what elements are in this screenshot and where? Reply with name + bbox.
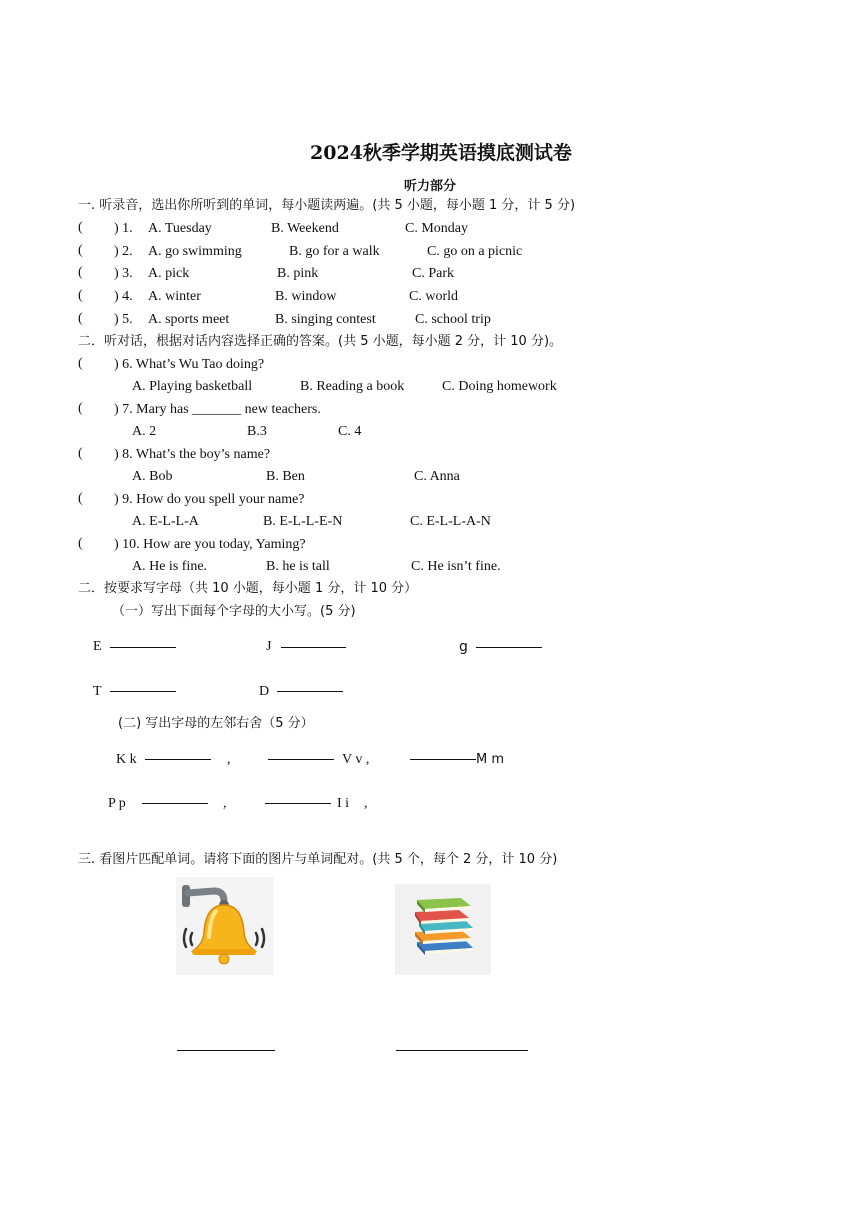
option-c: C. Monday <box>405 221 468 236</box>
option-c: C. Park <box>412 266 454 281</box>
letter-answer-line[interactable] <box>110 647 176 648</box>
option-c: C. 4 <box>338 424 362 439</box>
option-b: B. E-L-L-E-N <box>263 514 343 529</box>
letter-answer-line[interactable] <box>110 691 176 692</box>
question-text: ) 6. What’s Wu Tao doing? <box>114 357 265 372</box>
section3-part2-heading: (二) 写出字母的左邻右舍（5 分） <box>118 716 314 731</box>
question-text: ) 10. How are you today, Yaming? <box>114 537 306 552</box>
picture-answer-line[interactable] <box>177 1050 275 1051</box>
option-c: C. He isn’t fine. <box>411 559 501 574</box>
letter-D: D <box>259 684 270 699</box>
item-number: ) 5. <box>114 312 133 327</box>
option-b: B. window <box>275 289 337 304</box>
option-a: A. He is fine. <box>132 559 208 574</box>
option-a: A. Tuesday <box>148 221 212 236</box>
option-c: C. world <box>409 289 458 304</box>
item-number: ) 1. <box>114 221 133 236</box>
section3-part1-heading: （一）写出下面每个字母的大小写。(5 分) <box>112 604 356 619</box>
letter-g: g <box>459 639 468 655</box>
neighbor-answer-line[interactable] <box>142 803 208 804</box>
letter-E: E <box>93 639 102 654</box>
answer-bracket[interactable]: ( <box>78 356 83 371</box>
section3-heading: 二．按要求写字母（共 10 小题，每小题 1 分，计 10 分） <box>78 581 418 596</box>
option-c: C. Doing homework <box>442 379 557 394</box>
section4-heading: 三. 看图片匹配单词。请将下面的图片与单词配对。(共 5 个，每个 2 分，计 10 分) <box>78 852 558 867</box>
letter-Pp: P p <box>108 796 126 811</box>
comma: , <box>364 796 368 811</box>
neighbor-answer-line[interactable] <box>268 759 334 760</box>
neighbor-answer-line[interactable] <box>145 759 211 760</box>
item-number: ) 2. <box>114 244 133 259</box>
item-number: ) 4. <box>114 289 133 304</box>
option-b: B. he is tall <box>266 559 330 574</box>
option-b: B. Weekend <box>271 221 339 236</box>
neighbor-answer-line[interactable] <box>265 803 331 804</box>
option-a: A. sports meet <box>148 312 230 327</box>
option-a: A. Bob <box>132 469 173 484</box>
bell-icon <box>176 877 274 975</box>
option-a: A. pick <box>148 266 190 281</box>
option-b: B. Ben <box>266 469 305 484</box>
option-c: C. E-L-L-A-N <box>410 514 491 529</box>
option-c: C. school trip <box>415 312 491 327</box>
letter-answer-line[interactable] <box>281 647 346 648</box>
option-a: A. 2 <box>132 424 157 439</box>
comma: , <box>227 752 231 767</box>
letter-answer-line[interactable] <box>277 691 343 692</box>
answer-bracket[interactable]: ( <box>78 401 83 416</box>
item-number: ) 3. <box>114 266 133 281</box>
option-a: A. E-L-L-A <box>132 514 199 529</box>
letter-Ii: I i <box>337 796 350 811</box>
letter-Vv: V v , <box>342 752 370 767</box>
section1-heading: 一. 听录音，选出你所听到的单词，每小题读两遍。(共 5 小题，每小题 1 分，计 5 分) <box>78 198 576 213</box>
letter-T: T <box>93 684 102 699</box>
option-b: B. singing contest <box>275 312 376 327</box>
question-text: ) 9. How do you spell your name? <box>114 492 305 507</box>
section2-heading: 二．听对话，根据对话内容选择正确的答案。(共 5 小题，每小题 2 分，计 10 分)。 <box>78 334 563 349</box>
option-a: A. Playing basketball <box>132 379 253 394</box>
option-a: A. go swimming <box>148 244 242 259</box>
option-c: C. Anna <box>414 469 460 484</box>
books-picture[interactable] <box>395 884 491 975</box>
option-b: B.3 <box>247 424 267 439</box>
letter-answer-line[interactable] <box>476 647 542 648</box>
letter-Mm: M m <box>476 752 505 767</box>
option-b: B. go for a walk <box>289 244 380 259</box>
page-subtitle: 听力部分 <box>403 179 456 194</box>
bell-picture[interactable] <box>176 877 274 975</box>
books-icon <box>395 884 491 975</box>
answer-bracket[interactable]: ( <box>78 446 83 461</box>
comma: , <box>223 796 227 811</box>
option-b: B. Reading a book <box>300 379 405 394</box>
answer-bracket[interactable]: ( <box>78 288 83 303</box>
answer-bracket[interactable]: ( <box>78 265 83 280</box>
option-b: B. pink <box>277 266 319 281</box>
letter-J: J <box>266 639 272 654</box>
picture-answer-line[interactable] <box>396 1050 528 1051</box>
page-title: 2024秋季学期英语摸底测试卷 <box>310 142 572 164</box>
option-c: C. go on a picnic <box>427 244 523 259</box>
answer-bracket[interactable]: ( <box>78 220 83 235</box>
question-text: ) 7. Mary has _______ new teachers. <box>114 402 321 417</box>
answer-bracket[interactable]: ( <box>78 243 83 258</box>
answer-bracket[interactable]: ( <box>78 536 83 551</box>
question-text: ) 8. What’s the boy’s name? <box>114 447 271 462</box>
answer-bracket[interactable]: ( <box>78 311 83 326</box>
neighbor-answer-line[interactable] <box>410 759 476 760</box>
letter-Kk: K k <box>116 752 137 767</box>
answer-bracket[interactable]: ( <box>78 491 83 506</box>
option-a: A. winter <box>148 289 201 304</box>
